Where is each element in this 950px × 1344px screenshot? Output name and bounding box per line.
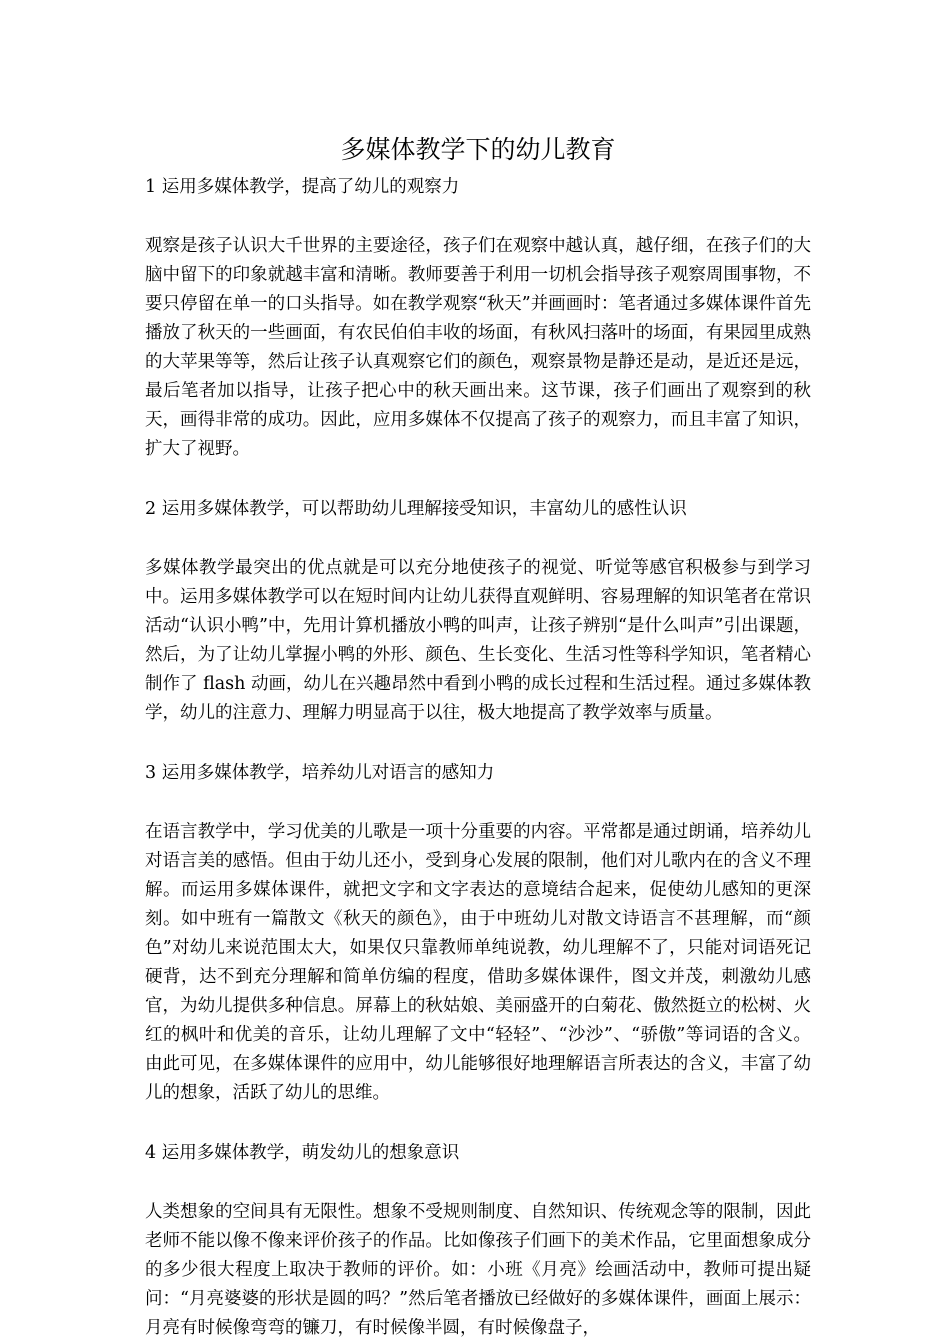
paragraph-spacer — [145, 1168, 811, 1198]
paragraph-spacer — [145, 464, 811, 494]
section-paragraph: 人类想象的空间具有无限性。想象不受规则制度、自然知识、传统观念等的限制，因此老师不能以像不像来评价孩子的作品。比如像孩子们画下的美术作品，它里面想象成分的多少很大程度上取决于教师的评价。如：小班《月亮》绘画活动中，教师可提出疑问：“月亮婆婆的形状是圆的吗？”然后笔者播放已经做好的多媒体课件，画面上展示：月亮有时候像弯弯的镰刀，有时候像半圆，有时候像盘子， — [145, 1202, 811, 1338]
paragraph-spacer — [145, 788, 811, 818]
section-2 — [145, 494, 811, 758]
paragraph-spacer — [145, 524, 811, 554]
paragraph-spacer — [145, 202, 811, 232]
section-1 — [145, 172, 811, 494]
paragraph-spacer — [145, 728, 811, 758]
paragraph-spacer — [145, 1108, 811, 1138]
section-paragraph: 在语言教学中，学习优美的儿歌是一项十分重要的内容。平常都是通过朗诵，培养幼儿对语言美的感悟。但由于幼儿还小，受到身心发展的限制，他们对儿歌内在的含义不理解。而运用多媒体课件，就把文字和文字表达的意境结合起来，促使幼儿感知的更深刻。如中班有一篇散文《秋天的颜色》，由于中班幼儿对散文诗语言不甚理解，而“颜色”对幼儿来说范围太大，如果仅只靠教师单纯说教，幼儿理解不了，只能对词语死记硬背，达不到充分理解和简单仿编的程度，借助多媒体课件，图文并茂，刺激幼儿感官，为幼儿提供多种信息。屏幕上的秋姑娘、美丽盛开的白菊花、傲然挺立的松树、火红的枫叶和优美的音乐，让幼儿理解了文中“轻轻”、“沙沙”、“骄傲”等词语的含义。由此可见，在多媒体课件的应用中，幼儿能够很好地理解语言所表达的含义，丰富了幼儿的想象，活跃了幼儿的思维。 — [145, 822, 811, 1103]
section-heading: 1 运用多媒体教学，提高了幼儿的观察力 — [145, 177, 460, 197]
section-4 — [145, 1138, 811, 1343]
document-page — [145, 130, 811, 1343]
section-paragraph: 多媒体教学最突出的优点就是可以充分地使孩子的视觉、听觉等感官积极参与到学习中。运用多媒体教学可以在短时间内让幼儿获得直观鲜明、容易理解的知识笔者在常识活动“认识小鸭”中，先用计算机播放小鸭的叫声，让孩子辨别“是什么叫声”引出课题，然后，为了让幼儿掌握小鸭的外形、颜色、生长变化、生活习性等科学知识，笔者精心制作了 flash 动画，幼儿在兴趣昂然中看到小鸭的成长过程和生活过程。通过多媒体教学，幼儿的注意力、理解力明显高于以往，极大地提高了教学效率与质量。 — [145, 558, 811, 723]
document-title: 多媒体教学下的幼儿教育 — [340, 135, 616, 164]
section-heading: 3 运用多媒体教学，培养幼儿对语言的感知力 — [145, 763, 495, 783]
section-heading: 2 运用多媒体教学，可以帮助幼儿理解接受知识，丰富幼儿的感性认识 — [145, 499, 687, 519]
section-paragraph: 观察是孩子认识大千世界的主要途径，孩子们在观察中越认真，越仔细，在孩子们的大脑中留下的印象就越丰富和清晰。教师要善于利用一切机会指导孩子观察周围事物，不要只停留在单一的口头指导。如在教学观察“秋天”并画画时：笔者通过多媒体课件首先播放了秋天的一些画面，有农民伯伯丰收的场面，有秋风扫落叶的场面，有果园里成熟的大苹果等等，然后让孩子认真观察它们的颜色，观察景物是静还是动，是近还是远，最后笔者加以指导，让孩子把心中的秋天画出来。这节课，孩子们画出了观察到的秋天，画得非常的成功。因此，应用多媒体不仅提高了孩子的观察力，而且丰富了知识，扩大了视野。 — [145, 236, 811, 459]
section-3 — [145, 758, 811, 1138]
section-heading: 4 运用多媒体教学，萌发幼儿的想象意识 — [145, 1143, 460, 1163]
